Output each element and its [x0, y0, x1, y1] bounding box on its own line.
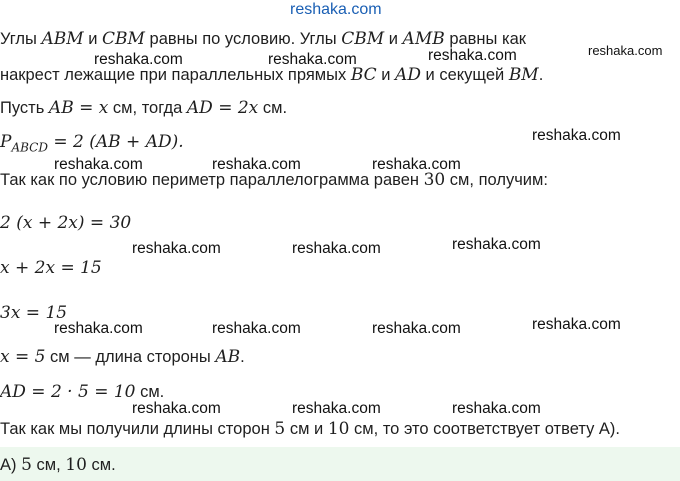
watermark: reshaka.com — [292, 240, 381, 257]
watermark: reshaka.com — [132, 400, 221, 417]
watermark: reshaka.com — [54, 156, 143, 173]
watermark: reshaka.com — [372, 320, 461, 337]
text-line-3: Пусть AB = x см, тогда AD = 2x см. — [0, 98, 288, 118]
answer-line: А) 5 см, 10 см. — [0, 455, 116, 475]
watermark: reshaka.com — [452, 236, 541, 253]
text-line-1: Углы ABM и CBM равны по условию. Углы CBM и AMB равны как — [0, 29, 526, 49]
watermark: reshaka.com — [532, 316, 621, 333]
text-line-10: AD = 2 · 5 = 10 см. — [0, 382, 165, 402]
watermark: reshaka.com — [292, 400, 381, 417]
equation-3: 3x = 15 — [0, 303, 68, 323]
text-line-5: Так как по условию периметр параллелограмма равен 30 см, получим: — [0, 170, 548, 190]
equation-1: 2 (x + 2x) = 30 — [0, 213, 132, 233]
watermark: reshaka.com — [588, 43, 663, 58]
watermark: reshaka.com — [452, 400, 541, 417]
watermark: reshaka.com — [132, 240, 221, 257]
watermark: reshaka.com — [94, 51, 183, 68]
watermark: reshaka.com — [372, 156, 461, 173]
watermark: reshaka.com — [54, 320, 143, 337]
watermark: reshaka.com — [268, 51, 357, 68]
formula-perimeter: $P_{ABCD} = 2$ (AB + AD). — [0, 132, 184, 155]
site-logo-text[interactable]: reshaka.com — [290, 1, 382, 18]
watermark: reshaka.com — [532, 127, 621, 144]
text-line-2: накрест лежащие при параллельных прямых BC и AD и секущей BM. — [0, 65, 544, 85]
watermark: reshaka.com — [212, 156, 301, 173]
text-line-11: Так как мы получили длины сторон 5 см и 10 см, то это соответствует ответу А). — [0, 419, 620, 439]
text-line-9: x = 5 см — длина стороны AB. — [0, 347, 245, 367]
equation-2: x + 2x = 15 — [0, 258, 102, 278]
watermark: reshaka.com — [428, 47, 517, 64]
watermark: reshaka.com — [212, 320, 301, 337]
